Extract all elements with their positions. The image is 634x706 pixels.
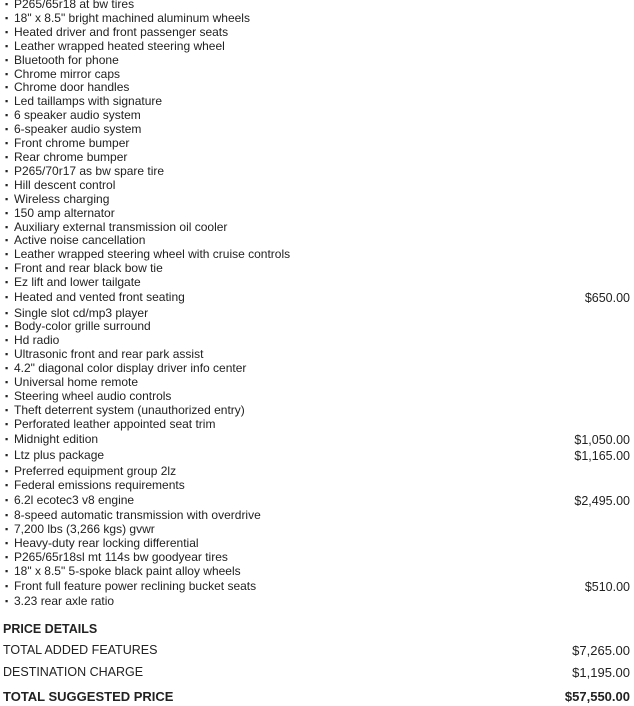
feature-item — [0, 432, 634, 449]
total-added-features-row — [3, 643, 630, 658]
feature-name: Auxiliary external transmission oil cooler — [14, 219, 228, 234]
bullet-icon: ▪ — [5, 596, 9, 607]
feature-item — [0, 565, 634, 579]
feature-name: Steering wheel audio controls — [14, 388, 172, 403]
feature-item — [0, 40, 634, 54]
feature-item — [0, 320, 634, 334]
feature-item — [0, 68, 634, 82]
feature-name: Heavy-duty rear locking differential — [14, 535, 199, 550]
bullet-icon: ▪ — [5, 565, 9, 576]
feature-name: 7,200 lbs (3,266 kgs) gvwr — [14, 521, 155, 536]
bullet-icon: ▪ — [5, 263, 9, 274]
feature-item — [0, 479, 634, 493]
bullet-icon: ▪ — [5, 40, 9, 51]
price-details-title: PRICE DETAILS — [3, 622, 98, 636]
feature-item — [0, 12, 634, 26]
feature-item — [0, 348, 634, 362]
bullet-icon: ▪ — [5, 551, 9, 562]
bullet-icon: ▪ — [5, 193, 9, 204]
feature-item — [0, 165, 634, 179]
bullet-icon: ▪ — [5, 494, 9, 505]
feature-item — [0, 537, 634, 551]
feature-item — [0, 465, 634, 479]
feature-item — [0, 334, 634, 348]
bullet-icon: ▪ — [5, 479, 9, 490]
feature-price: $1,165.00 — [574, 449, 630, 464]
bullet-icon: ▪ — [5, 335, 9, 346]
feature-name: Hd radio — [14, 333, 60, 348]
bullet-icon: ▪ — [5, 307, 9, 318]
bullet-icon: ▪ — [5, 138, 9, 149]
feature-name: Leather wrapped heated steering wheel — [14, 38, 225, 53]
feature-name: Led taillamps with signature — [14, 94, 163, 109]
feature-price: $650.00 — [584, 291, 630, 306]
bullet-icon: ▪ — [5, 433, 9, 444]
feature-item — [0, 276, 634, 290]
feature-name: Single slot cd/mp3 player — [14, 305, 149, 320]
bullet-icon: ▪ — [5, 110, 9, 121]
destination-charge-label: DESTINATION CHARGE — [3, 665, 144, 679]
destination-charge-row — [3, 665, 630, 680]
feature-name: Front full feature power reclining bucket seats — [14, 578, 257, 593]
feature-name: Front chrome bumper — [14, 136, 130, 151]
bullet-icon: ▪ — [5, 363, 9, 374]
feature-name: Bluetooth for phone — [14, 52, 119, 67]
bullet-icon: ▪ — [5, 580, 9, 591]
feature-name: Active noise cancellation — [14, 233, 146, 248]
feature-name: Ltz plus package — [14, 448, 105, 463]
feature-name: 3.23 rear axle ratio — [14, 594, 115, 609]
total-suggested-price-label: TOTAL SUGGESTED PRICE — [3, 689, 174, 704]
bullet-icon: ▪ — [5, 249, 9, 260]
feature-name: Ez lift and lower tailgate — [14, 275, 141, 290]
bullet-icon: ▪ — [5, 390, 9, 401]
total-added-features-value: $7,265.00 — [572, 643, 630, 658]
feature-name: Hill descent control — [14, 177, 116, 192]
feature-item — [0, 579, 634, 596]
feature-name: P265/65r18 at bw tires — [14, 0, 135, 11]
feature-name: Wireless charging — [14, 191, 110, 206]
bullet-icon: ▪ — [5, 26, 9, 37]
bullet-icon: ▪ — [5, 321, 9, 332]
feature-item — [0, 376, 634, 390]
bullet-icon: ▪ — [5, 207, 9, 218]
feature-item — [0, 54, 634, 68]
feature-item — [0, 595, 634, 609]
feature-item — [0, 307, 634, 321]
feature-item — [0, 193, 634, 207]
bullet-icon: ▪ — [5, 277, 9, 288]
feature-item — [0, 234, 634, 248]
feature-price: $510.00 — [584, 579, 630, 594]
bullet-icon: ▪ — [5, 165, 9, 176]
feature-item — [0, 493, 634, 510]
feature-item — [0, 26, 634, 40]
feature-item — [0, 448, 634, 465]
bullet-icon: ▪ — [5, 68, 9, 79]
bullet-icon: ▪ — [5, 82, 9, 93]
feature-name: Chrome mirror caps — [14, 66, 121, 81]
feature-name: Heated driver and front passenger seats — [14, 24, 229, 39]
feature-name: 4.2" diagonal color display driver info center — [14, 361, 247, 376]
bullet-icon: ▪ — [5, 510, 9, 520]
bullet-icon: ▪ — [5, 221, 9, 232]
destination-charge-value: $1,195.00 — [572, 665, 630, 680]
feature-name: Federal emissions requirements — [14, 477, 185, 492]
bullet-icon: ▪ — [5, 377, 9, 388]
feature-name: 6 speaker audio system — [14, 108, 141, 123]
feature-item — [0, 290, 634, 307]
feature-item — [0, 179, 634, 193]
feature-item — [0, 523, 634, 537]
bullet-icon: ▪ — [5, 96, 9, 107]
total-suggested-price-row — [3, 689, 630, 704]
feature-item — [0, 509, 634, 523]
bullet-icon: ▪ — [5, 450, 9, 461]
feature-name: Ultrasonic front and rear park assist — [14, 347, 204, 362]
feature-item — [0, 248, 634, 262]
bullet-icon: ▪ — [5, 418, 9, 429]
feature-item — [0, 109, 634, 123]
bullet-icon: ▪ — [5, 349, 9, 360]
total-suggested-price-value: $57,550.00 — [564, 689, 630, 704]
feature-item — [0, 137, 634, 151]
feature-name: 8-speed automatic transmission with overdrive — [14, 508, 261, 522]
bullet-icon: ▪ — [5, 124, 9, 135]
bullet-icon: ▪ — [5, 404, 9, 415]
feature-item — [0, 404, 634, 418]
feature-name: Body-color grille surround — [14, 319, 151, 334]
feature-item — [0, 151, 634, 165]
feature-item — [0, 123, 634, 137]
feature-name: Preferred equipment group 2lz — [14, 463, 177, 478]
bullet-icon: ▪ — [5, 179, 9, 190]
feature-item — [0, 418, 634, 432]
feature-item — [0, 81, 634, 95]
feature-name: P265/65r18sl mt 114s bw goodyear tires — [14, 549, 228, 564]
feature-item — [0, 390, 634, 404]
bullet-icon: ▪ — [5, 151, 9, 162]
bullet-icon: ▪ — [5, 537, 9, 548]
bullet-icon: ▪ — [5, 12, 9, 23]
bullet-icon: ▪ — [5, 235, 9, 246]
feature-name: Rear chrome bumper — [14, 149, 128, 164]
feature-name: Perforated leather appointed seat trim — [14, 416, 216, 431]
feature-item — [0, 207, 634, 221]
feature-name: 18" x 8.5" 5-spoke black paint alloy wheels — [14, 563, 241, 578]
feature-item — [0, 551, 634, 565]
feature-price: $2,495.00 — [574, 493, 630, 508]
feature-name: Universal home remote — [14, 375, 139, 390]
feature-name: Heated and vented front seating — [14, 290, 185, 305]
total-added-features-label: TOTAL ADDED FEATURES — [3, 643, 158, 657]
feature-name: 18" x 8.5" bright machined aluminum wheels — [14, 10, 250, 25]
feature-item — [0, 362, 634, 376]
bullet-icon: ▪ — [5, 465, 9, 476]
bullet-icon: ▪ — [5, 523, 9, 534]
feature-item — [0, 221, 634, 235]
feature-name: Chrome door handles — [14, 80, 130, 95]
bullet-icon: ▪ — [5, 0, 9, 9]
feature-name: Theft deterrent system (unauthorized entry) — [14, 402, 245, 417]
bullet-icon: ▪ — [5, 292, 9, 303]
bullet-icon: ▪ — [5, 54, 9, 65]
feature-name: Midnight edition — [14, 431, 99, 446]
feature-name: Leather wrapped steering wheel with cruise controls — [14, 247, 291, 262]
feature-name: 150 amp alternator — [14, 205, 115, 220]
feature-item — [0, 262, 634, 276]
feature-name: 6-speaker audio system — [14, 122, 142, 137]
feature-name: P265/70r17 as bw spare tire — [14, 163, 165, 178]
feature-item — [0, 95, 634, 109]
feature-name: Front and rear black bow tie — [14, 261, 163, 276]
feature-price: $1,050.00 — [574, 432, 630, 447]
feature-name: 6.2l ecotec3 v8 engine — [14, 492, 135, 507]
